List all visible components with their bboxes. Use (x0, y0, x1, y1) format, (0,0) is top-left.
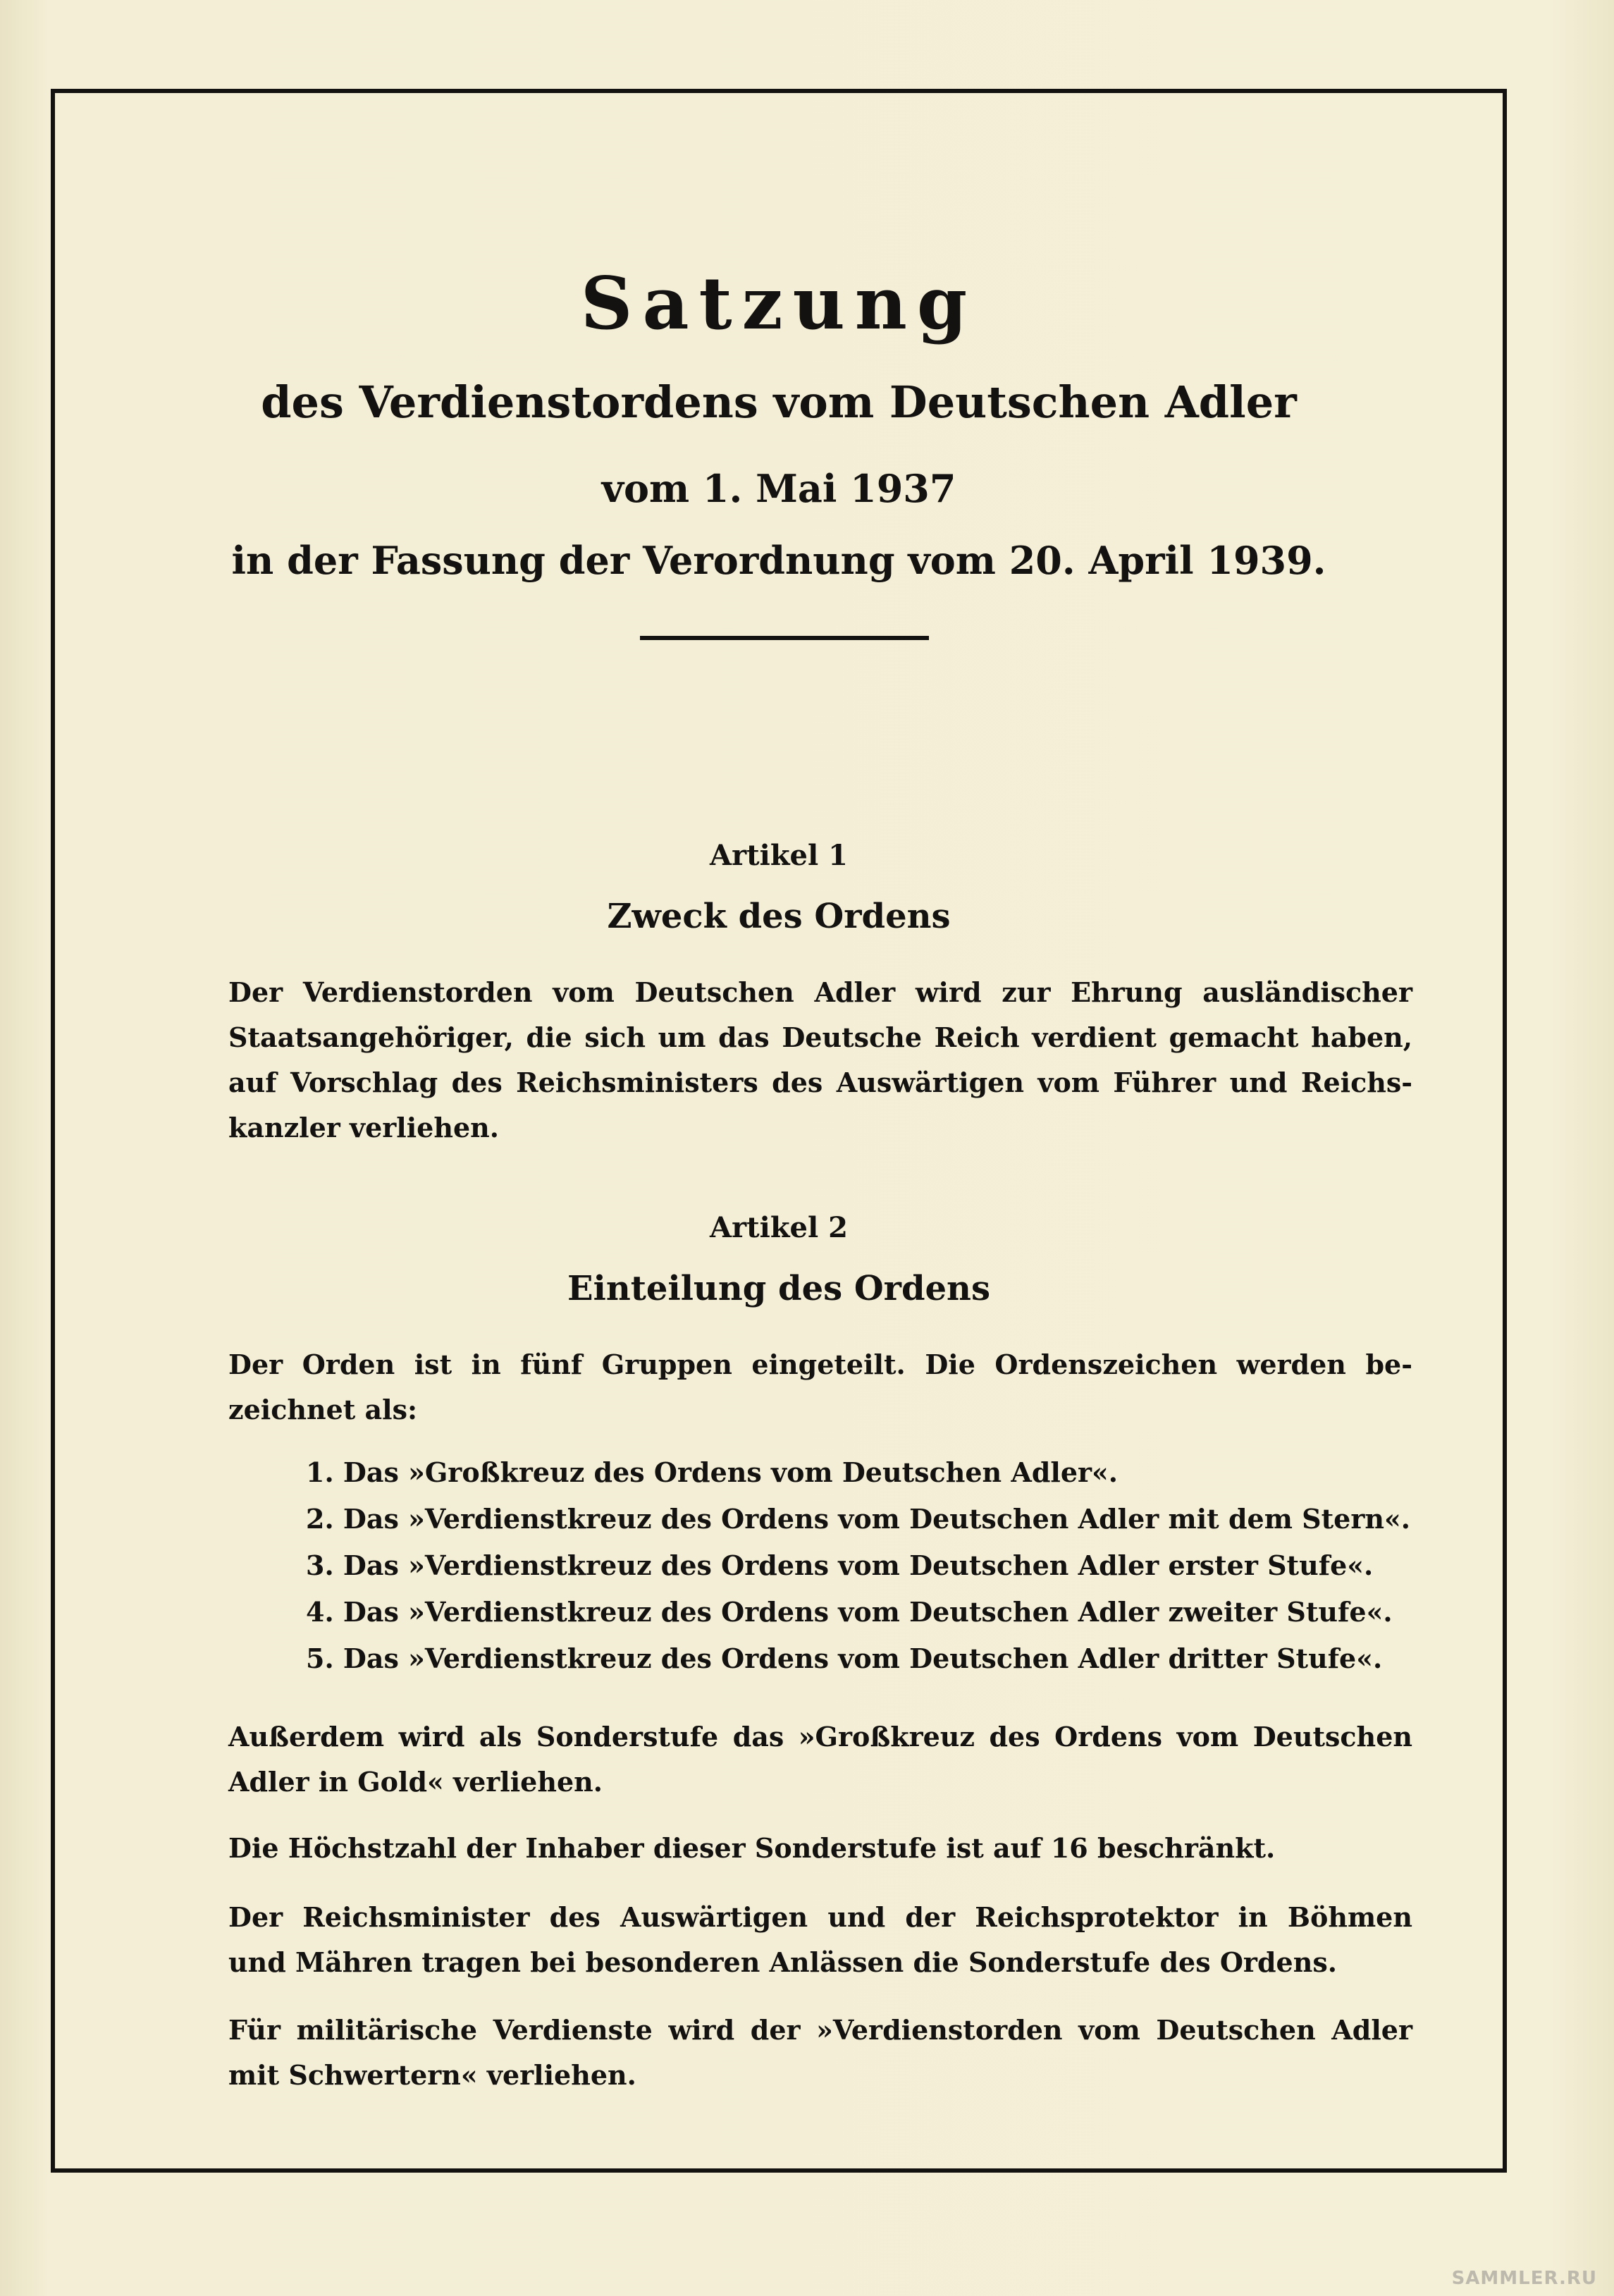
list-item: 1. Das »Großkreuz des Ordens vom Deutschen Adler«. (306, 1456, 1119, 1488)
list-item: 4. Das »Verdienstkreuz des Ordens vom Deutschen Adler zweiter Stufe«. (306, 1596, 1393, 1628)
article-1-number: Artikel 1 (710, 839, 848, 872)
order-classes-list (306, 1449, 1410, 1682)
title-divider (640, 636, 929, 640)
article-2-hoechstzahl (228, 1826, 1412, 1871)
paragraph-line: Außerdem wird als Sonderstufe das »Großkreuz des Ordens vom Deutschen (228, 1721, 1412, 1752)
paragraph-line: Adler in Gold« verliehen. (228, 1766, 603, 1798)
paragraph-line: auf Vorschlag des Reichsministers des Auswärtigen vom Führer und Reichs- (228, 1067, 1412, 1098)
article-2-sonderstufe (228, 1714, 1412, 1805)
list-item: 2. Das »Verdienstkreuz des Ordens vom Deutschen Adler mit dem Stern«. (306, 1503, 1410, 1535)
paragraph-line: Der Reichsminister des Auswärtigen und der Reichsprotektor in Böhmen (228, 1901, 1412, 1933)
paragraph-line: Der Verdienstorden vom Deutschen Adler wird zur Ehrung ausländischer (228, 976, 1412, 1008)
document-content (55, 93, 1503, 2168)
article-2-heading: Einteilung des Ordens (567, 1269, 990, 1308)
article-2-militaer (228, 2008, 1412, 2098)
paragraph-line: Der Orden ist in fünf Gruppen eingeteilt. Die Ordenszeichen werden be- (228, 1349, 1412, 1380)
article-2-number: Artikel 2 (710, 1211, 848, 1244)
paragraph-line: Staatsangehöriger, die sich um das Deutsche Reich verdient gemacht haben, (228, 1021, 1412, 1053)
site-watermark: SAMMLER.RU (1451, 2268, 1597, 2289)
paragraph-line: mit Schwertern« verliehen. (228, 2059, 636, 2091)
article-2-intro (228, 1342, 1412, 1432)
paragraph-line: zeichnet als: (228, 1394, 418, 1425)
list-item: 3. Das »Verdienstkreuz des Ordens vom Deutschen Adler erster Stufe«. (306, 1549, 1374, 1581)
article-1-heading: Zweck des Ordens (607, 897, 951, 936)
paragraph-line: kanzler verliehen. (228, 1112, 500, 1143)
document-date: vom 1. Mai 1937 (601, 466, 956, 511)
paragraph-line: Die Höchstzahl der Inhaber dieser Sonderstufe ist auf 16 beschränkt. (228, 1832, 1276, 1864)
paragraph-line: und Mähren tragen bei besonderen Anlässen die Sonderstufe des Ordens. (228, 1946, 1337, 1978)
article-2-reichsminister (228, 1895, 1412, 1985)
article-1-paragraph (228, 970, 1412, 1150)
document-title: Satzung (580, 262, 978, 346)
paragraph-line: Für militärische Verdienste wird der »Verdienstorden vom Deutschen Adler (228, 2014, 1412, 2046)
document-version-note: in der Fassung der Verordnung vom 20. April 1939. (231, 538, 1326, 583)
list-item: 5. Das »Verdienstkreuz des Ordens vom Deutschen Adler dritter Stufe«. (306, 1643, 1383, 1674)
document-frame (51, 89, 1507, 2173)
document-subtitle: des Verdienstordens vom Deutschen Adler (261, 376, 1297, 428)
